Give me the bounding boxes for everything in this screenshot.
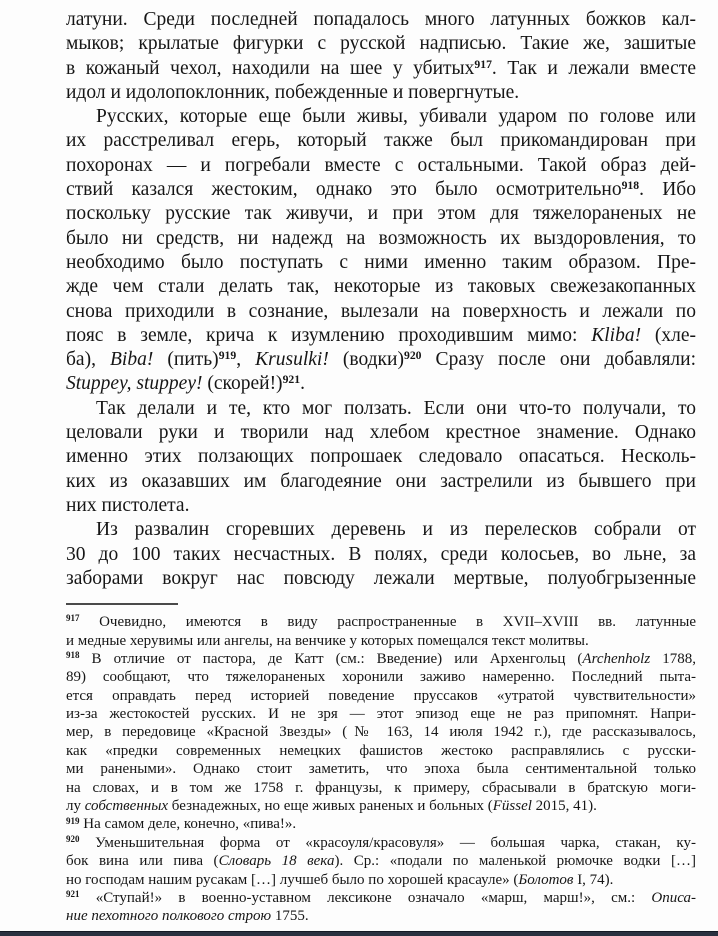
paragraph xyxy=(66,815,696,833)
text-segment: Описа- xyxy=(651,889,696,906)
text-line xyxy=(66,705,696,723)
text-segment: (пить) xyxy=(153,349,219,371)
text-line xyxy=(66,8,696,32)
text-segment: . xyxy=(300,373,305,395)
text-line xyxy=(66,178,696,202)
text-line xyxy=(66,300,696,324)
text-segment: На самом деле, конечно, «пива!». xyxy=(79,816,297,833)
text-segment: ми ранеными». Однако стоит заметить, что эпоха была сентиментальной только xyxy=(66,761,696,778)
text-line xyxy=(66,129,696,153)
text-segment: снова приходили в сознание, вылезали на поверхность и лежали по xyxy=(66,300,696,322)
text-segment: . Ибо xyxy=(639,179,696,201)
text-line xyxy=(66,105,696,129)
text-segment: похоронах — и погребали вместе с остальными. Такой образ дей- xyxy=(66,154,696,176)
text-segment: Уменьшительная форма от «красоуля/красовуля» — большая чарка, стакан, ку- xyxy=(79,834,696,851)
text-segment: Archenholz xyxy=(582,650,651,667)
footnote-marker: 919 xyxy=(66,815,80,826)
text-line xyxy=(66,324,696,348)
text-line xyxy=(66,632,696,650)
footnote-ref: 918 xyxy=(621,179,640,192)
text-segment: 1755. xyxy=(271,908,309,925)
text-segment: Stuppey, stuppey! xyxy=(66,373,203,395)
text-line xyxy=(66,742,696,760)
text-line xyxy=(66,372,696,396)
text-line xyxy=(66,348,696,372)
text-segment: Krusulki! xyxy=(255,349,329,371)
text-segment: . Так и лежали вместе xyxy=(491,57,696,79)
paragraph xyxy=(66,8,696,105)
footnote-ref: 920 xyxy=(403,349,422,363)
footnote-marker: 920 xyxy=(66,834,80,845)
text-line xyxy=(66,889,696,907)
text-segment: но господам нашим русакам […] лучшеб было по хорошей красауле» ( xyxy=(66,871,519,888)
text-segment: ба), xyxy=(66,349,111,371)
text-line xyxy=(66,494,696,518)
footnote-separator xyxy=(66,603,178,605)
text-segment: собственных xyxy=(84,798,169,815)
text-line xyxy=(66,275,696,299)
text-segment: мыков; крылатые фигурки с русской надписью. Такие же, зашитые xyxy=(66,33,696,55)
text-segment: , xyxy=(236,349,256,371)
main-text xyxy=(66,8,696,591)
text-line xyxy=(66,202,696,226)
text-segment: было ни средств, ни надежд на возможность их выздоровления, то xyxy=(66,227,696,249)
text-line xyxy=(66,470,696,494)
text-line xyxy=(66,907,696,925)
text-segment: идол и идолопоклонник, побежденные и повергнутые. xyxy=(66,81,520,103)
text-line xyxy=(66,668,696,686)
text-segment: заборами вокруг нас повсюду лежали мертвые, полуобгрызенные xyxy=(66,567,696,589)
text-segment: целовали руки и творили над хлебом крестное знамение. Однако xyxy=(66,422,696,444)
text-line xyxy=(66,613,696,631)
text-line xyxy=(66,227,696,251)
text-line xyxy=(66,421,696,445)
text-line xyxy=(66,57,696,81)
paragraph xyxy=(66,518,696,591)
text-segment: Сразу после они добавляли: xyxy=(421,349,696,371)
text-segment: лу xyxy=(66,798,85,815)
text-line xyxy=(66,687,696,705)
text-segment: (скорей!) xyxy=(202,373,283,395)
text-segment: ких из оказавших им благодеяние они застрелили из бывшего при xyxy=(66,470,696,492)
footnotes xyxy=(66,613,696,926)
paragraph xyxy=(66,650,696,816)
text-segment: из-за жестокостей русских. И не зря — этот эпизод еще не раз припомнят. Напри- xyxy=(66,706,696,723)
text-line xyxy=(66,815,696,833)
footnote-ref: 921 xyxy=(282,373,301,387)
text-segment: Так делали и те, кто мог ползать. Если они что-то получали, то xyxy=(96,397,696,419)
text-line xyxy=(66,543,696,567)
text-segment: 1788, xyxy=(650,650,696,667)
paragraph xyxy=(66,105,696,397)
text-segment: «Ступай!» в военно-уставном лексиконе означало «марш, марш!», см.: xyxy=(79,889,652,906)
text-line xyxy=(66,760,696,778)
text-line xyxy=(66,834,696,852)
text-line xyxy=(66,445,696,469)
footnote-ref: 917 xyxy=(474,57,492,71)
text-segment: ). Ср.: «подали по маленькой рюмочке водки […] xyxy=(334,853,696,870)
text-segment: на словах, и в том же 1758 г. французы, к примеру, сбрасывали в братскую моги- xyxy=(66,779,696,796)
text-line xyxy=(66,650,696,668)
paragraph xyxy=(66,834,696,889)
text-segment: Русских, которые еще были живы, убивали ударом по голове или xyxy=(96,106,696,128)
text-segment: 30 до 100 таких несчастных. В полях, среди колосьев, во льне, за xyxy=(66,543,696,565)
text-line xyxy=(66,871,696,889)
text-line xyxy=(66,567,696,591)
text-segment: безнадежных, но еще живых раненых и больных ( xyxy=(168,798,493,815)
window-bottom-edge xyxy=(0,931,718,936)
text-segment: как «предки современных немецких фашистов жестоко расправлялись с русски- xyxy=(66,742,696,759)
text-line xyxy=(66,852,696,870)
paragraph xyxy=(66,397,696,518)
text-segment: Kliba! xyxy=(591,324,642,346)
text-segment: пояс в земле, крича к изумлению проходившим мимо: xyxy=(66,324,592,346)
text-segment: именно этих ползающих попрошаек следовало опасаться. Несколь- xyxy=(66,446,696,468)
text-segment: латуни. Среди последней попадалось много латунных божков кал- xyxy=(66,9,696,30)
text-segment: ствий казался жестоким, однако это было осмотрительно xyxy=(66,179,622,201)
text-segment: и медные херувимы или ангелы, на венчике у которых помещался текст молитвы. xyxy=(66,632,589,649)
text-segment: бок вина или пива ( xyxy=(66,853,219,870)
text-segment: 2015, 41). xyxy=(531,798,597,815)
text-segment: I, 74). xyxy=(573,871,614,888)
text-segment: мер, в передовице «Красной Звезды» (№ 163, 14 июля 1942 г.), где рассказывалось, xyxy=(66,724,696,741)
footnote-marker: 918 xyxy=(66,650,80,661)
text-segment: Из развалин сгоревших деревень и из перелесков собрали от xyxy=(96,519,696,541)
text-segment: Болотов xyxy=(518,871,574,888)
text-segment: них пистолета. xyxy=(66,494,190,516)
text-segment: 89) сообщают, что тяжелораненых хоронили заживо намеренно. Последний пыта- xyxy=(66,669,696,686)
text-segment: Füssel xyxy=(492,798,532,815)
text-line xyxy=(66,32,696,56)
text-segment: (хле- xyxy=(641,324,696,346)
paragraph xyxy=(66,889,696,926)
text-segment: Словарь 18 века xyxy=(218,853,335,870)
text-line xyxy=(66,81,696,105)
text-segment: их расстреливал егерь, который также был прикомандирован при xyxy=(66,130,696,152)
text-line xyxy=(66,518,696,542)
text-segment: в кожаный чехол, находили на шее у убитых xyxy=(66,57,475,79)
text-segment: ние пехотного полкового строю xyxy=(66,908,272,925)
text-segment: ется оправдать перед историей поведение пруссаков «утратой чувствительности» xyxy=(66,687,696,704)
footnote-marker: 917 xyxy=(66,613,80,624)
paragraph xyxy=(66,613,696,650)
footnote-marker: 921 xyxy=(66,889,80,900)
text-line xyxy=(66,251,696,275)
text-line xyxy=(66,154,696,178)
text-segment: поскольку русские так живучи, и при этом для тяжелораненых не xyxy=(66,203,696,225)
text-segment: В отличие от пастора, де Катт (см.: Введение) или Архенгольц ( xyxy=(79,650,583,667)
text-segment: жде чем стали делать так, некоторые из таковых свежезакопанных xyxy=(66,276,696,298)
text-line xyxy=(66,723,696,741)
text-segment: Очевидно, имеются в виду распространенные в XVII–XVIII вв. латунные xyxy=(79,614,696,631)
text-line xyxy=(66,779,696,797)
text-segment: Biba! xyxy=(110,349,154,371)
text-line xyxy=(66,397,696,421)
text-line xyxy=(66,797,696,815)
footnote-ref: 919 xyxy=(218,349,237,363)
text-segment: необходимо было поступать с ними именно таким образом. Пре- xyxy=(66,251,696,273)
text-segment: (водки) xyxy=(328,349,404,371)
